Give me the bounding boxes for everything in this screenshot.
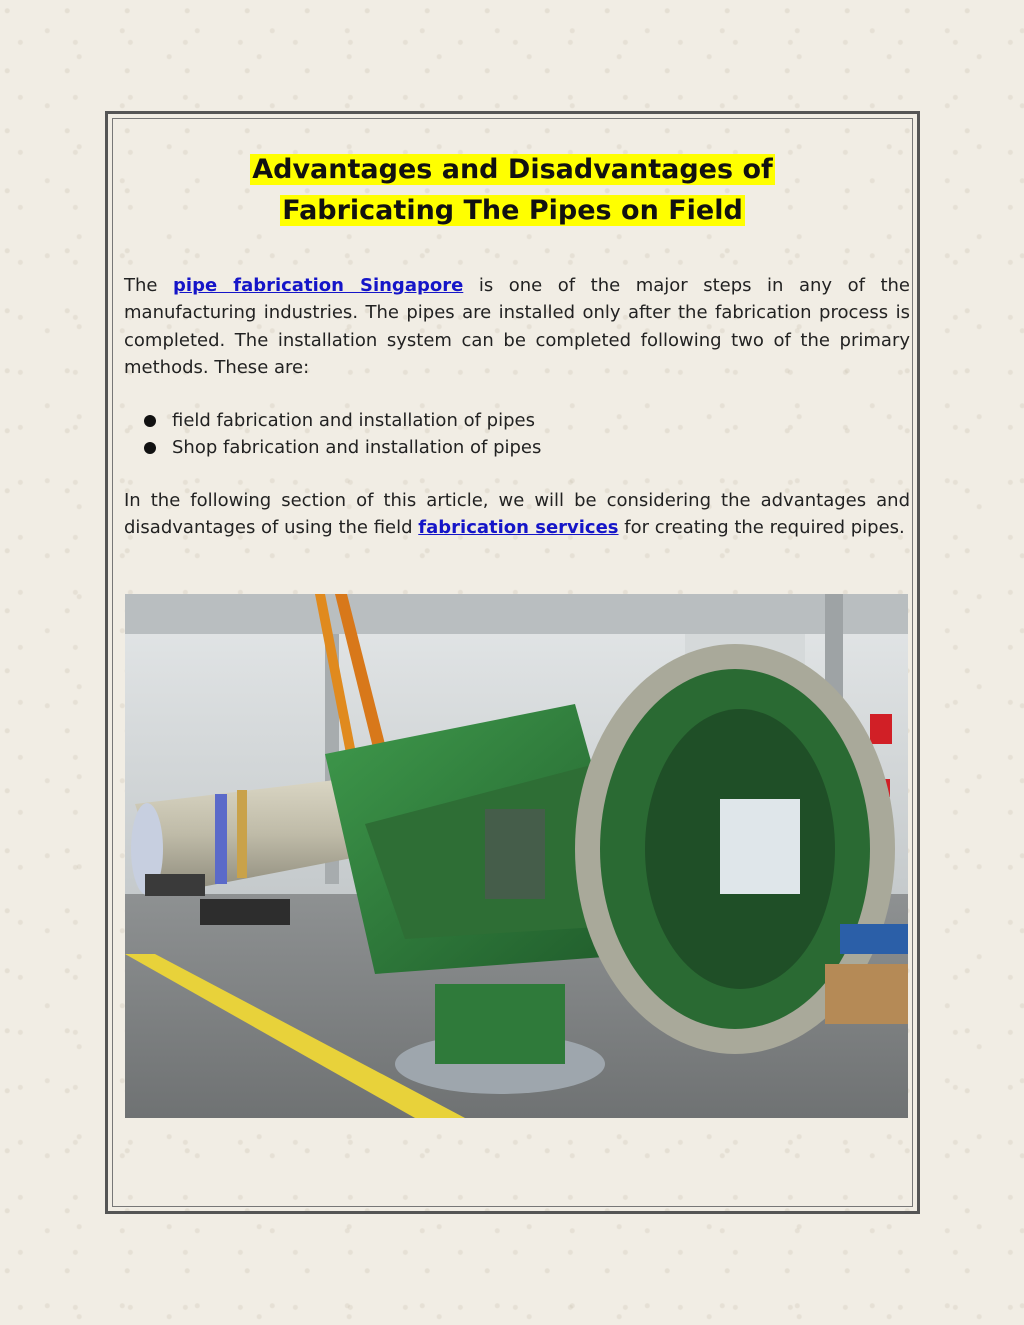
intro-text-end: is one of the major steps in any of the manufacturing industries. The pipes are installed only after the fabrication process is completed. The installation system can be completed following two of the primary methods. These are:: [124, 275, 911, 378]
list-item-text: Shop fabrication and installation of pipes: [172, 437, 542, 458]
pipe-fabrication-photo: [125, 594, 908, 1118]
list-item: [144, 434, 541, 461]
title-line-2: Fabricating The Pipes on Field: [282, 195, 743, 226]
methods-list: [144, 407, 541, 461]
intro-paragraph: [124, 272, 910, 381]
article-title: [113, 149, 912, 231]
list-item: [144, 407, 541, 434]
section-paragraph: [124, 487, 910, 542]
page-frame-inner: [112, 118, 913, 1207]
intro-text-start: The: [124, 275, 174, 296]
page-frame: [105, 111, 920, 1214]
photo-illustration: [125, 594, 908, 1118]
pipe-fabrication-link[interactable]: pipe fabrication Singapore: [173, 275, 464, 296]
fabrication-services-link[interactable]: fabrication services: [418, 517, 619, 539]
section-text-start: In the following section of this article, we will be considering the advantages and disadvantages of using the field: [124, 490, 910, 539]
list-item-text: field fabrication and installation of pipes: [172, 410, 535, 431]
bullet-icon: [144, 415, 156, 427]
section-text-end: for creating the required pipes.: [618, 517, 905, 539]
title-line-1: Advantages and Disadvantages of: [252, 154, 773, 185]
bullet-icon: [144, 442, 156, 454]
